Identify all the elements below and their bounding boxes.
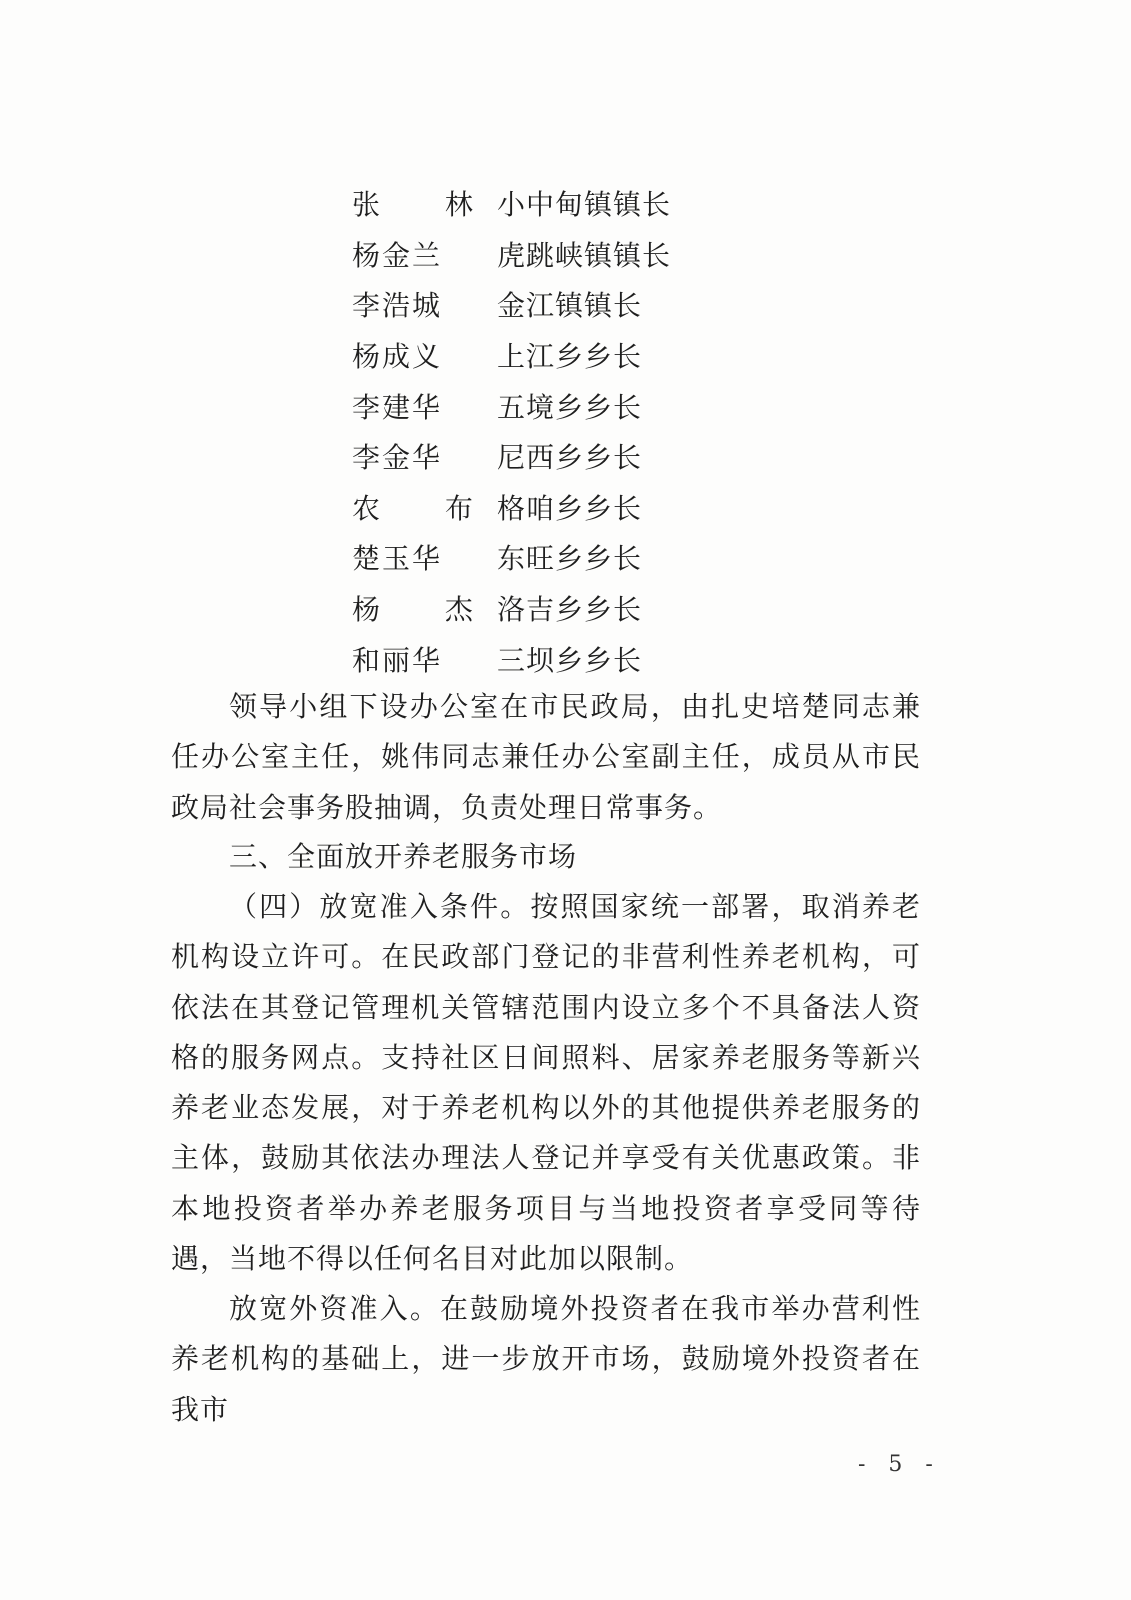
member-name: 杨 杰 xyxy=(352,593,501,627)
member-name: 杨成义 xyxy=(352,340,443,374)
member-name: 李金华 xyxy=(352,441,443,475)
member-title: 虎跳峡镇镇长 xyxy=(497,238,672,272)
member-name: 农 布 xyxy=(352,491,501,525)
roster-row xyxy=(352,281,772,332)
roster-row xyxy=(352,382,772,433)
member-name: 和丽华 xyxy=(352,643,443,677)
member-title: 五境乡乡长 xyxy=(497,390,643,424)
member-title: 金江镇镇长 xyxy=(497,289,643,323)
office-paragraph: 领导小组下设办公室在市民政局，由扎史培楚同志兼任办公室主任，姚伟同志兼任办公室副主任，成员从市民政局社会事务股抽调，负责处理日常事务。 xyxy=(171,690,921,824)
roster-row xyxy=(352,180,772,231)
roster-row xyxy=(352,332,772,383)
foreign-paragraph: 放宽外资准入。在鼓励境外投资者在我市举办营利性养老机构的基础上，进一步放开市场，鼓励境外投资者在我市 xyxy=(171,1292,921,1426)
member-title: 三坝乡乡长 xyxy=(497,643,643,677)
member-name: 杨金兰 xyxy=(352,238,443,272)
member-title: 东旺乡乡长 xyxy=(497,542,643,576)
page-number: - 5 - xyxy=(858,1452,941,1477)
member-name: 李建华 xyxy=(352,390,443,424)
member-roster xyxy=(352,180,772,686)
member-title: 上江乡乡长 xyxy=(497,340,643,374)
member-name: 楚玉华 xyxy=(352,542,443,576)
roster-row xyxy=(352,484,772,535)
roster-row xyxy=(352,534,772,585)
section-heading: 三、全面放开养老服务市场 xyxy=(229,840,578,873)
roster-row xyxy=(352,585,772,636)
member-title: 尼西乡乡长 xyxy=(497,441,643,475)
member-title: 洛吉乡乡长 xyxy=(497,593,643,627)
member-name: 张 林 xyxy=(352,188,501,222)
roster-row xyxy=(352,635,772,686)
access-paragraph: （四）放宽准入条件。按照国家统一部署，取消养老机构设立许可。在民政部门登记的非营利性养老机构，可依法在其登记管理机关管辖范围内设立多个不具备法人资格的服务网点。支持社区日间照料、居家养老服务等新兴养老业态发展，对于养老机构以外的其他提供养老服务的主体，鼓励其依法办理法人登记并享受有关优惠政策。非本地投资者举办养老服务项目与当地投资者享受同等待遇，当地不得以任何名目对此加以限制。 xyxy=(171,890,921,1276)
member-name: 李浩城 xyxy=(352,289,443,323)
roster-row xyxy=(352,433,772,484)
member-title: 格咱乡乡长 xyxy=(497,491,643,525)
roster-row xyxy=(352,231,772,282)
member-title: 小中甸镇镇长 xyxy=(497,188,672,222)
